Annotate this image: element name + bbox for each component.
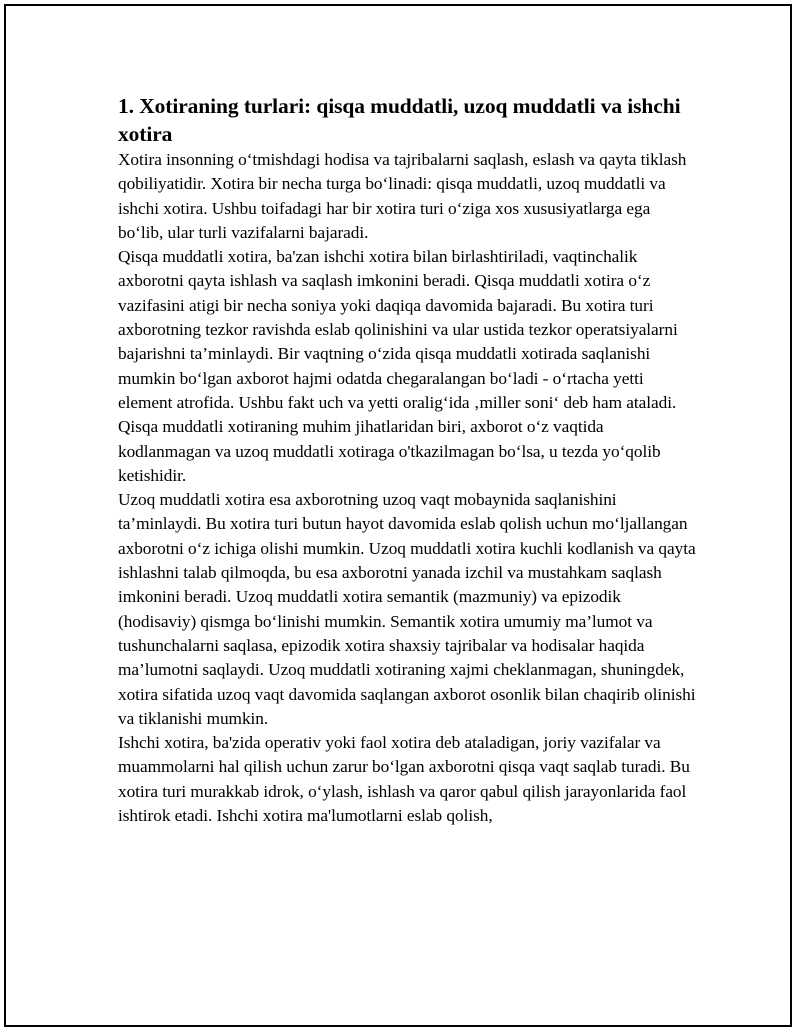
section-heading: 1. Xotiraning turlari: qisqa muddatli, uzoq muddatli va ishchi xotira (118, 94, 681, 146)
paragraph-short-term-memory: Qisqa muddatli xotira, ba'zan ishchi xotira bilan birlashtiriladi, vaqtinchalik axborotni qayta ishlash va saqlash imkonini beradi. Qisqa muddatli xotira o‘z vazifasini atigi bir necha soniya yoki daqiqa davomida bajaradi. Bu xotira turi axborotning tezkor ravishda eslab qolinishini va ular ustida tezkor operatsiyalarni bajarishni ta’minlaydi. Bir vaqtning o‘zida qisqa muddatli xotirada saqlanishi mumkin bo‘lgan axborot hajmi odatda chegaralangan bo‘ladi - o‘rtacha yetti element atrofida. Ushbu fakt uch va yetti oralig‘ida ‚miller soni‘ deb ham ataladi. Qisqa muddatli xotiraning muhim jihatlaridan biri, axborot o‘z vaqtida kodlanmagan va uzoq muddatli xotiraga o'tkazilmagan bo‘lsa, u tezda yo‘qolib ketishidir. (118, 247, 678, 485)
paragraph-intro: Xotira insonning o‘tmishdagi hodisa va tajribalarni saqlash, eslash va qayta tiklash qobiliyatidir. Xotira bir necha turga bo‘linadi: qisqa muddatli, uzoq muddatli va ishchi xotira. Ushbu toifadagi har bir xotira turi o‘ziga xos xususiyatlarga ega bo‘lib, ular turli vazifalarni bajaradi. (118, 150, 687, 242)
paragraph-long-term-memory: Uzoq muddatli xotira esa axborotning uzoq vaqt mobaynida saqlanishini ta’minlaydi. Bu xotira turi butun hayot davomida eslab qolish uchun mo‘ljallangan axborotni o‘z ichiga olishi mumkin. Uzoq muddatli xotira kuchli kodlanish va qayta ishlashni talab qilmoqda, bu esa axborotni yanada izchil va mustahkam saqlash imkonini beradi. Uzoq muddatli xotira semantik (mazmuniy) va epizodik (hodisaviy) qismga bo‘linishi mumkin. Semantik xotira umumiy ma’lumot va tushunchalarni saqlasa, epizodik xotira shaxsiy tajribalar va hodisalar haqida ma’lumotni saqlaydi. Uzoq muddatli xotiraning xajmi cheklanmagan, shuningdek, xotira sifatida uzoq vaqt davomida saqlangan axborot osonlik bilan chaqirib olinishi va tiklanishi mumkin. (118, 490, 696, 728)
document-body (118, 92, 698, 828)
paragraph-working-memory: Ishchi xotira, ba'zida operativ yoki faol xotira deb ataladigan, joriy vazifalar va muammolarni hal qilish uchun zarur bo‘lgan axborotni qisqa vaqt saqlab turadi. Bu xotira turi murakkab idrok, o‘ylash, ishlash va qaror qabul qilish jarayonlarida faol ishtirok etadi. Ishchi xotira ma'lumotlarni eslab qolish, (118, 733, 690, 826)
